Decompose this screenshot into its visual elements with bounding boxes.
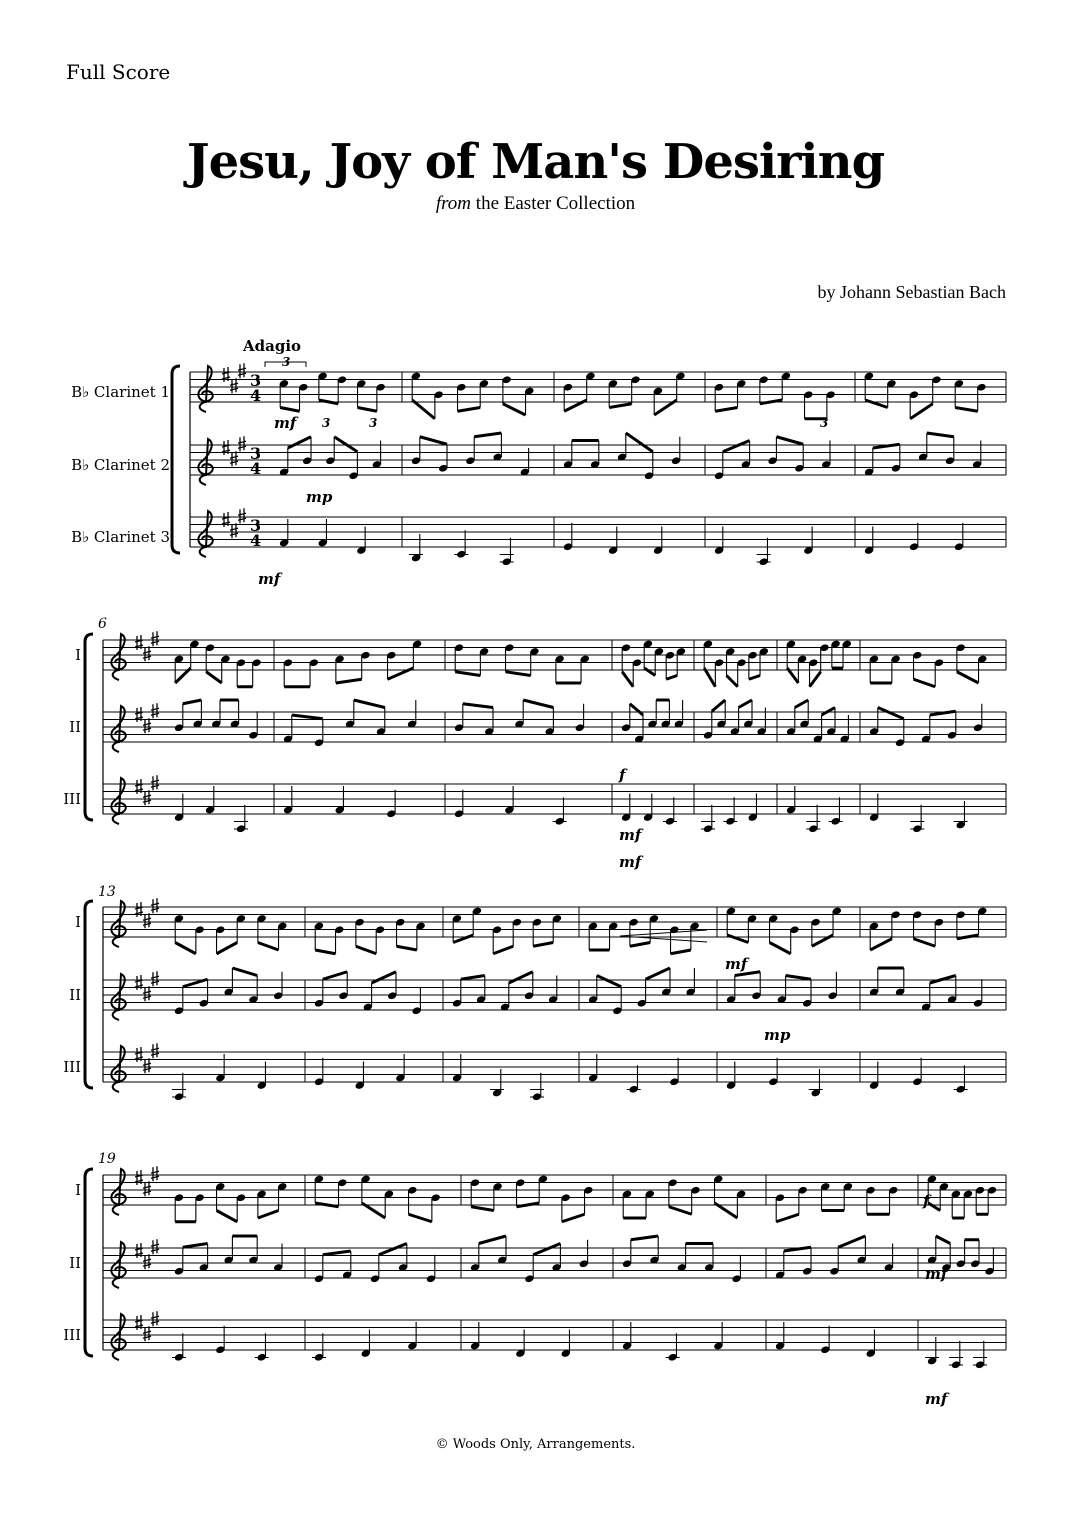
treble-clef-icon <box>198 439 212 485</box>
note-beam <box>646 968 670 979</box>
note-beam <box>336 679 362 683</box>
note-beam <box>928 1203 940 1211</box>
sharp-icon <box>143 1326 151 1341</box>
note-beam <box>597 976 621 987</box>
sharp-icon <box>143 1058 151 1073</box>
treble-clef-icon <box>198 366 212 412</box>
dynamic-mf: mf <box>258 570 281 588</box>
instrument-label-clarinet-3: B♭ Clarinet 3 <box>71 528 170 546</box>
time-sig-top: 3 <box>250 371 262 390</box>
note-beam <box>372 972 396 983</box>
note-beam <box>358 408 377 412</box>
tuplet-3: 3 <box>369 416 378 430</box>
dynamic-mp: mp <box>306 488 333 506</box>
treble-clef-icon <box>111 1242 125 1288</box>
note-beam <box>292 715 323 719</box>
system-bracket <box>85 1169 93 1356</box>
note-beam <box>479 1236 506 1244</box>
note-beam <box>420 437 447 445</box>
sharp-icon <box>143 718 151 733</box>
tuplet-3: 3 <box>322 416 331 430</box>
dynamic-mf: mf <box>274 414 297 432</box>
note-beam <box>175 943 196 954</box>
treble-clef-icon <box>198 511 212 557</box>
treble-clef-icon <box>111 974 125 1020</box>
note-beam <box>870 939 892 950</box>
treble-clef-icon <box>111 1169 125 1215</box>
system-number-19: 19 <box>98 1151 116 1167</box>
note-beam <box>936 1236 950 1244</box>
note-beam <box>838 1236 865 1247</box>
note-beam <box>319 400 338 404</box>
note-beam <box>910 404 933 419</box>
instrument-label-clarinet-1: B♭ Clarinet 1 <box>71 383 170 401</box>
note-beam <box>644 668 655 676</box>
subtitle-from: from <box>435 193 472 214</box>
tempo-marking: Adagio <box>243 337 302 355</box>
time-sig-top: 3 <box>250 516 262 535</box>
note-beam <box>458 408 481 412</box>
sharp-icon <box>238 508 246 523</box>
time-sig-top: 3 <box>250 444 262 463</box>
sharp-icon <box>230 451 238 466</box>
sharp-icon <box>143 913 151 928</box>
note-beam <box>183 700 202 704</box>
time-sig-bottom: 4 <box>250 459 262 478</box>
note-beam <box>474 433 501 437</box>
piece-title: Jesu, Joy of Man's Desiring <box>186 134 885 190</box>
note-beam <box>622 672 633 687</box>
note-beam <box>626 433 653 452</box>
sharp-icon <box>151 1043 159 1058</box>
note-beam <box>509 972 533 983</box>
note-beam <box>727 676 738 687</box>
treble-clef-icon <box>111 1314 125 1360</box>
treble-clef-icon <box>111 1046 125 1092</box>
system-bracket <box>85 634 93 820</box>
instrument-short-label: I <box>75 913 81 931</box>
instrument-short-label: I <box>75 646 81 664</box>
note-beam <box>749 676 760 680</box>
note-beam <box>506 672 531 676</box>
decrescendo-hairpin <box>620 930 707 942</box>
note-beam <box>955 408 978 412</box>
full-score-label: Full Score <box>66 60 171 84</box>
note-beam <box>517 1203 540 1207</box>
note-beam <box>453 935 473 943</box>
note-beam <box>739 700 752 708</box>
note-beam <box>723 441 750 452</box>
sharp-icon <box>151 1311 159 1326</box>
instrument-label-clarinet-2: B♭ Clarinet 2 <box>71 456 170 474</box>
sharp-icon <box>151 775 159 790</box>
instrument-short-label: II <box>69 986 81 1004</box>
note-beam <box>609 404 632 408</box>
sharp-icon <box>143 646 151 661</box>
note-beam <box>323 1251 351 1255</box>
dynamic-mf: mf <box>925 1390 948 1408</box>
note-beam <box>523 700 553 708</box>
note-beam <box>356 946 376 954</box>
note-beam <box>183 1244 208 1248</box>
sharp-icon <box>151 703 159 718</box>
dynamic-mf: mf <box>619 826 642 844</box>
dynamic-f: f <box>619 766 626 784</box>
note-beam <box>776 1214 799 1222</box>
note-beam <box>630 943 650 947</box>
tuplet-3: 3 <box>282 355 291 369</box>
note-beam <box>533 943 553 947</box>
note-beam <box>704 668 715 687</box>
system-number-6: 6 <box>98 616 107 632</box>
note-beam <box>315 1203 338 1207</box>
sharp-icon <box>151 971 159 986</box>
treble-clef-icon <box>111 634 125 680</box>
note-beam <box>957 935 979 939</box>
note-beam <box>786 976 811 980</box>
note-beam <box>258 1211 279 1219</box>
sharp-icon <box>230 378 238 393</box>
system-number-13: 13 <box>98 884 116 900</box>
note-beam <box>760 400 782 404</box>
note-beam <box>727 935 748 943</box>
note-beam <box>354 700 385 708</box>
note-beam <box>334 437 357 452</box>
instrument-short-label: II <box>69 718 81 736</box>
note-beam <box>776 437 803 445</box>
note-beam <box>914 679 936 687</box>
dynamic-mf: mf <box>725 955 748 973</box>
sharp-icon <box>151 898 159 913</box>
note-beam <box>671 950 691 954</box>
note-beam <box>471 1207 494 1211</box>
note-beam <box>323 972 347 980</box>
note-beam <box>822 708 835 716</box>
sharp-icon <box>143 1181 151 1196</box>
note-beam <box>810 672 821 687</box>
note-beam <box>770 943 791 954</box>
instrument-short-label: II <box>69 1254 81 1272</box>
time-sig-bottom: 4 <box>250 386 262 405</box>
dynamic-mf: mf <box>619 853 642 871</box>
note-beam <box>463 704 493 708</box>
instrument-short-label: III <box>63 790 81 808</box>
composer: by Johann Sebastian Bach <box>817 282 1006 302</box>
note-beam <box>315 950 335 954</box>
note-beam <box>503 404 526 415</box>
note-beam <box>412 400 435 419</box>
note-beam <box>493 946 513 954</box>
note-beam <box>914 939 936 947</box>
instrument-short-label: III <box>63 1326 81 1344</box>
note-beam <box>379 1244 407 1255</box>
note-beam <box>930 976 956 984</box>
sharp-icon <box>238 363 246 378</box>
note-beam <box>715 408 737 412</box>
note-beam <box>280 408 299 412</box>
note-beam <box>865 400 888 408</box>
sharp-icon <box>151 1166 159 1181</box>
treble-clef-icon <box>111 706 125 752</box>
dynamic-f: f <box>923 1192 930 1210</box>
note-beam <box>795 700 808 708</box>
note-beam <box>288 437 311 448</box>
note-beam <box>957 672 979 683</box>
note-beam <box>409 1214 432 1222</box>
note-beam <box>217 1211 238 1222</box>
note-beam <box>562 1214 585 1222</box>
sharp-icon <box>151 1239 159 1254</box>
dynamic-mp: mp <box>764 1026 791 1044</box>
note-beam <box>631 1236 658 1240</box>
note-beam <box>217 943 238 954</box>
sharp-icon <box>238 436 246 451</box>
instrument-short-label: I <box>75 1181 81 1199</box>
dynamic-mf: mf <box>925 1265 948 1283</box>
sharp-icon <box>143 986 151 1001</box>
note-beam <box>666 676 677 680</box>
note-beam <box>232 968 257 976</box>
note-beam <box>712 700 725 711</box>
sharp-icon <box>230 523 238 538</box>
copyright: © Woods Only, Arrangements. <box>435 1437 636 1452</box>
note-beam <box>630 704 643 715</box>
note-beam <box>206 672 222 683</box>
note-beam <box>455 672 480 676</box>
note-beam <box>397 946 417 950</box>
treble-clef-icon <box>111 901 125 947</box>
note-beam <box>927 433 954 437</box>
instrument-short-label: III <box>63 1058 81 1076</box>
note-beam <box>533 1244 560 1255</box>
time-sig-bottom: 4 <box>250 531 262 550</box>
sharp-icon <box>143 790 151 805</box>
sharp-icon <box>143 1254 151 1269</box>
subtitle-collection: the Easter Collection <box>475 193 636 214</box>
treble-clef-icon <box>111 778 125 824</box>
system-bracket <box>85 901 93 1088</box>
note-beam <box>669 1207 692 1215</box>
note-beam <box>258 943 279 951</box>
note-beam <box>878 708 904 719</box>
tuplet-3: 3 <box>820 416 829 430</box>
system-bracket <box>172 366 180 553</box>
sharp-icon <box>151 631 159 646</box>
note-beam <box>461 976 485 980</box>
